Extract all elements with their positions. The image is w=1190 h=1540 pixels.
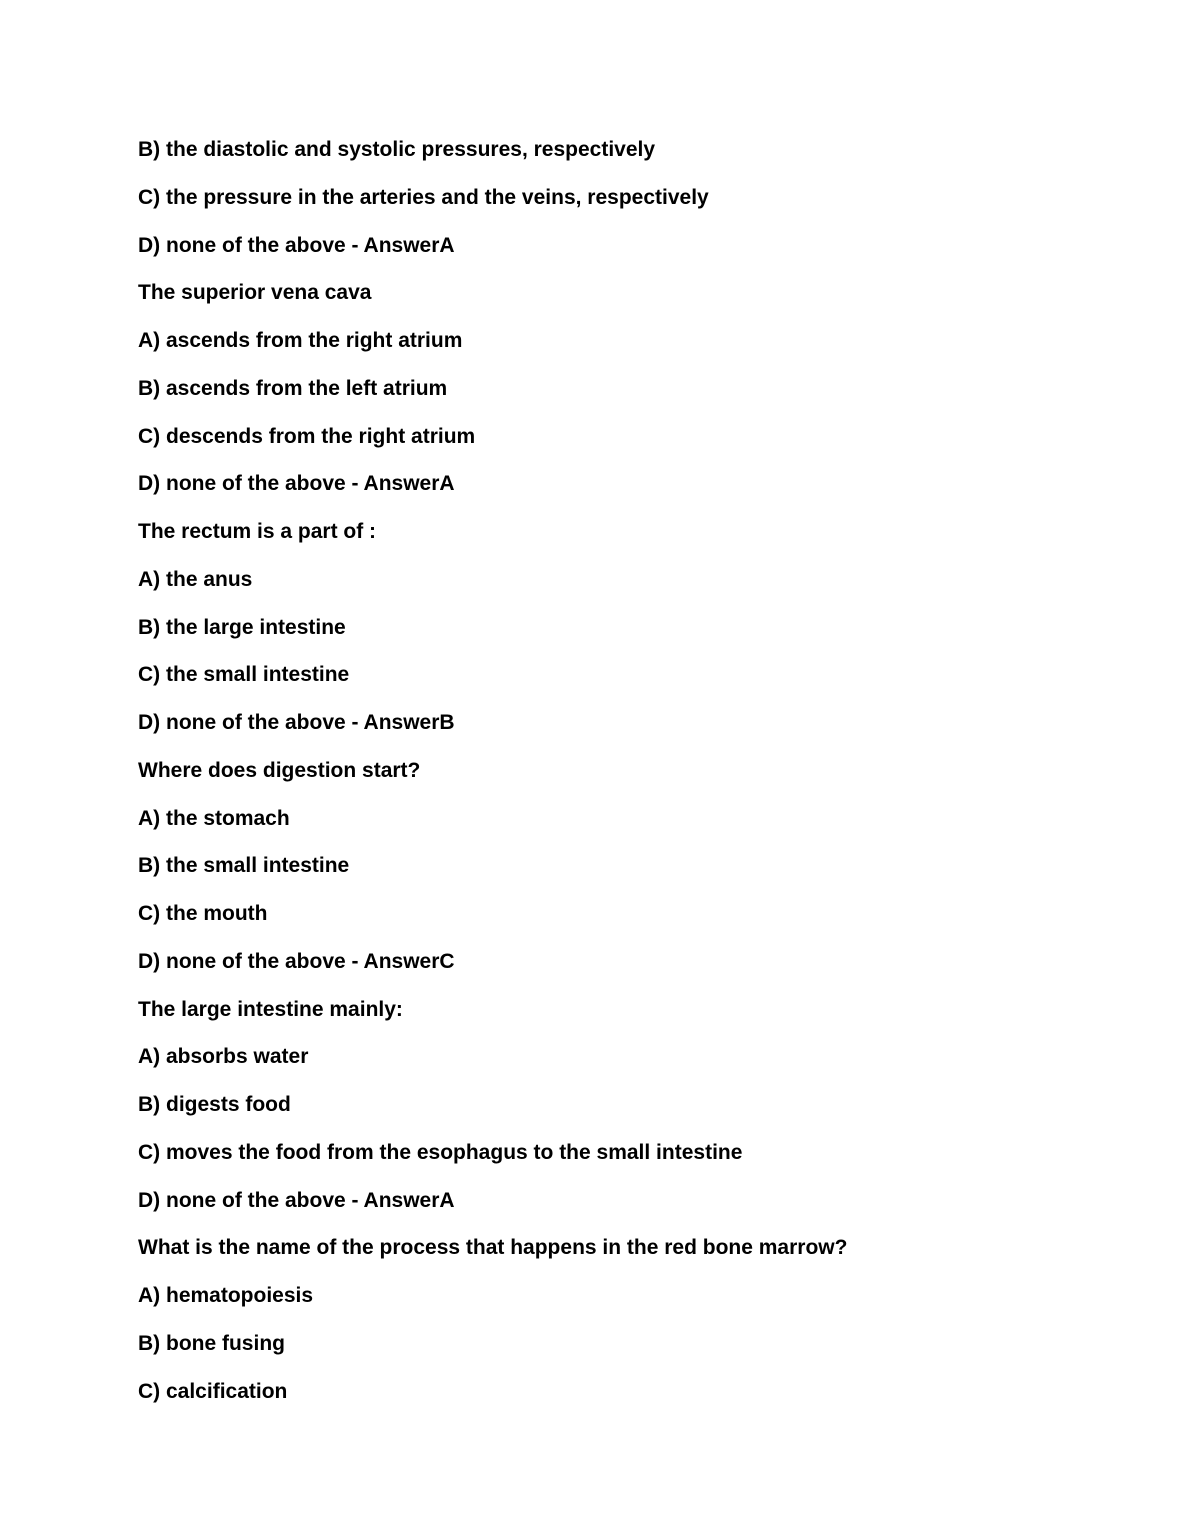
text-line: A) ascends from the right atrium <box>138 329 463 352</box>
question-line: The large intestine mainly: <box>138 997 403 1021</box>
text-line: D) none of the above - AnswerA <box>138 233 455 257</box>
text-line: C) descends from the right atrium <box>138 424 476 448</box>
text-line: B) the diastolic and systolic pressures, respectively <box>138 138 656 161</box>
text-line: B) digests food <box>138 1093 291 1116</box>
text-line: B) ascends from the left atrium <box>138 376 448 400</box>
text-line: C) the small intestine <box>138 663 350 687</box>
text-line: A) hematopoiesis <box>138 1284 314 1307</box>
quiz-text-lines <box>138 136 1098 1425</box>
text-line: D) none of the above - AnswerB <box>138 711 455 734</box>
text-line: C) moves the food from the esophagus to the small intestine <box>138 1140 743 1164</box>
question-line: The rectum is a part of : <box>138 520 377 543</box>
text-line: A) absorbs water <box>138 1045 309 1069</box>
question-line: Where does digestion start? <box>138 758 421 782</box>
text-line: A) the anus <box>138 567 253 591</box>
text-line: C) calcification <box>138 1379 288 1403</box>
text-line: B) bone fusing <box>138 1331 285 1355</box>
text-line: C) the mouth <box>138 902 268 925</box>
question-line: The superior vena cava <box>138 281 372 305</box>
text-line: B) the small intestine <box>138 854 350 878</box>
text-line: B) the large intestine <box>138 615 346 639</box>
text-line: D) none of the above - AnswerA <box>138 472 455 496</box>
question-line: What is the name of the process that happens in the red bone marrow? <box>138 1236 848 1260</box>
text-line: D) none of the above - AnswerC <box>138 949 455 973</box>
text-line: A) the stomach <box>138 806 290 830</box>
text-line: C) the pressure in the arteries and the veins, respectively <box>138 185 709 209</box>
text-line: D) none of the above - AnswerA <box>138 1188 455 1212</box>
